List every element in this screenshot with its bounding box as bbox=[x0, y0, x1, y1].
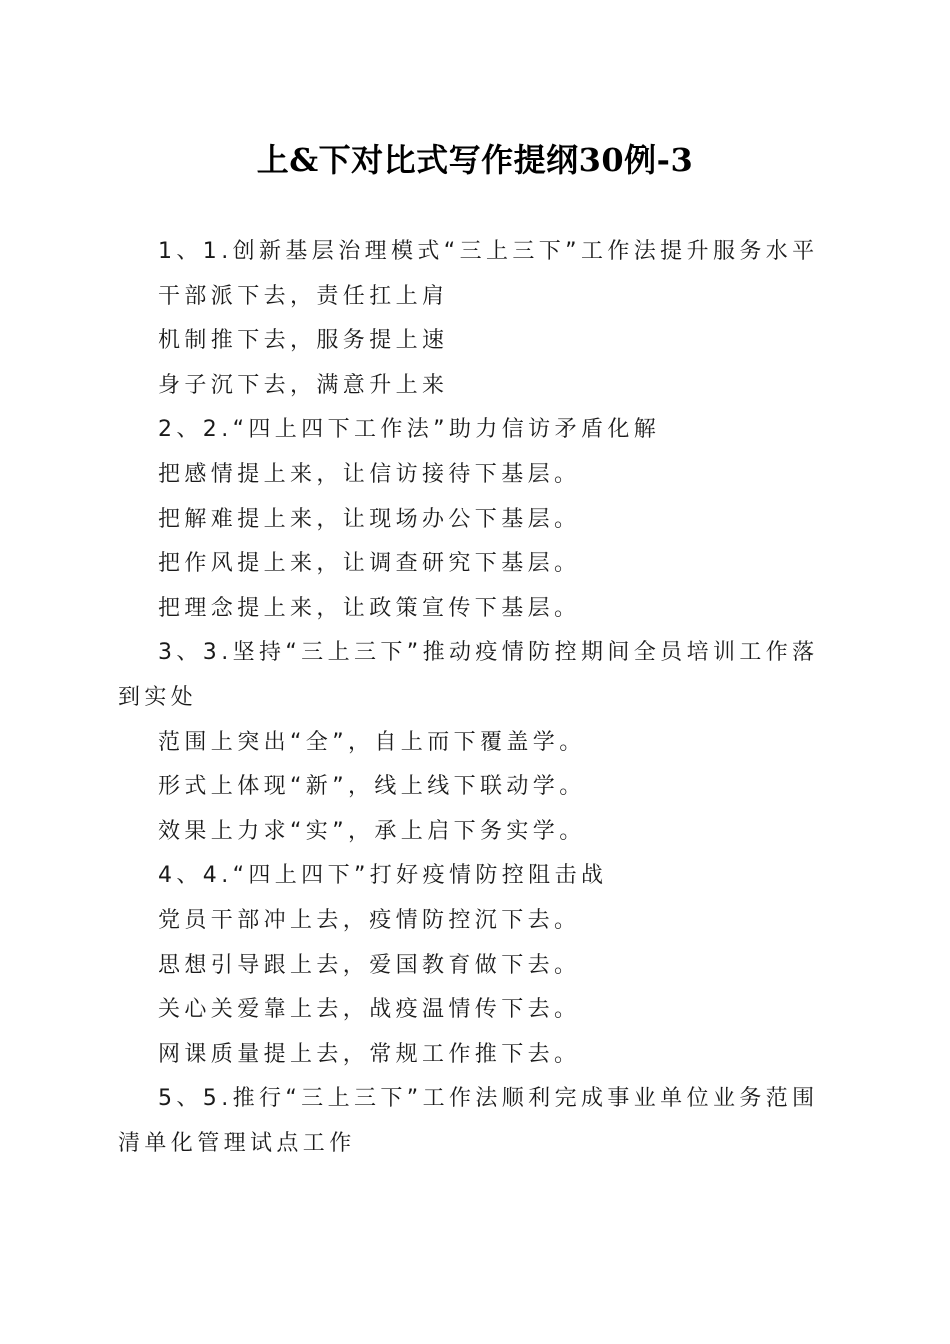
list-item: 把感情提上来，让信访接待下基层。 bbox=[158, 461, 581, 487]
list-item: 关心关爱靠上去，战疫温情传下去。 bbox=[158, 997, 581, 1023]
list-item: 形式上体现“新”，线上线下联动学。 bbox=[158, 774, 586, 800]
heading-item-1: 1、1.创新基层治理模式“三上三下”工作法提升服务水平 bbox=[158, 239, 819, 264]
list-item: 把理念提上来，让政策宣传下基层。 bbox=[158, 595, 581, 621]
list-item: 机制推下去，服务提上速 bbox=[158, 328, 449, 354]
document-title: 上&下对比式写作提纲30例-3 bbox=[256, 141, 694, 179]
list-item: 干部派下去，责任扛上肩 bbox=[158, 283, 449, 309]
heading-item-5: 5、5.推行“三上三下”工作法顺利完成事业单位业务范围清单化管理试点工作 bbox=[118, 1086, 819, 1156]
heading-item-2: 2、2.“四上四下工作法”助力信访矛盾化解 bbox=[158, 417, 661, 443]
list-item: 效果上力求“实”，承上启下务实学。 bbox=[158, 818, 586, 844]
list-item: 思想引导跟上去，爱国教育做下去。 bbox=[158, 952, 581, 978]
document-body bbox=[118, 230, 830, 1166]
list-item: 党员干部冲上去，疫情防控沉下去。 bbox=[158, 907, 581, 933]
heading-item-4: 4、4.“四上四下”打好疫情防控阻击战 bbox=[158, 863, 608, 889]
list-item: 把作风提上来，让调查研究下基层。 bbox=[158, 551, 581, 577]
list-item: 身子沉下去，满意升上来 bbox=[158, 372, 449, 398]
heading-item-3: 3、3.坚持“三上三下”推动疫情防控期间全员培训工作落到实处 bbox=[118, 640, 819, 710]
list-item: 范围上突出“全”，自上而下覆盖学。 bbox=[158, 729, 586, 755]
list-item: 网课质量提上去，常规工作推下去。 bbox=[158, 1041, 581, 1067]
list-item: 把解难提上来，让现场办公下基层。 bbox=[158, 506, 581, 532]
